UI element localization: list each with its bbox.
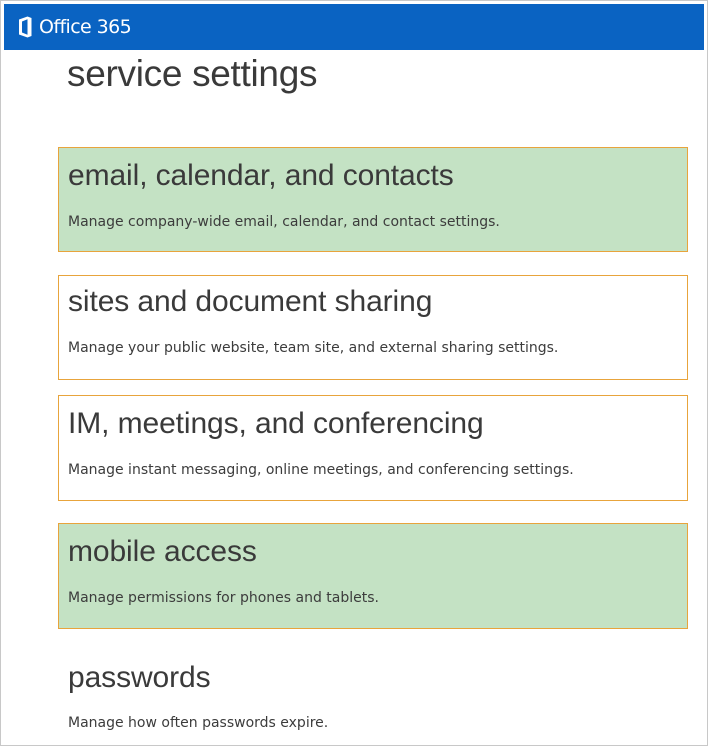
tile-title: passwords bbox=[68, 661, 211, 694]
tile-description: Manage how often passwords expire. bbox=[68, 715, 329, 731]
brand-name[interactable]: Office 365 bbox=[39, 16, 132, 38]
page-title: service settings bbox=[67, 53, 318, 94]
top-navigation-bar bbox=[4, 4, 704, 50]
tile-title: sites and document sharing bbox=[68, 285, 433, 318]
settings-tile-mobile-access[interactable] bbox=[58, 523, 688, 629]
tile-description: Manage your public website, team site, and external sharing settings. bbox=[68, 340, 559, 356]
tile-description: Manage company-wide email, calendar, and contact settings. bbox=[68, 214, 500, 230]
settings-tile-passwords[interactable] bbox=[58, 649, 688, 745]
settings-tile-email-calendar-contacts[interactable] bbox=[58, 147, 688, 252]
office-logo-icon[interactable] bbox=[18, 16, 32, 38]
tile-description: Manage permissions for phones and tablets. bbox=[68, 590, 379, 606]
tile-description: Manage instant messaging, online meetings, and conferencing settings. bbox=[68, 462, 574, 478]
settings-tile-im-meetings-conferencing[interactable] bbox=[58, 395, 688, 501]
tile-title: email, calendar, and contacts bbox=[68, 159, 454, 192]
tile-title: mobile access bbox=[68, 535, 257, 568]
tile-title: IM, meetings, and conferencing bbox=[68, 407, 484, 440]
settings-tile-sites-document-sharing[interactable] bbox=[58, 275, 688, 380]
